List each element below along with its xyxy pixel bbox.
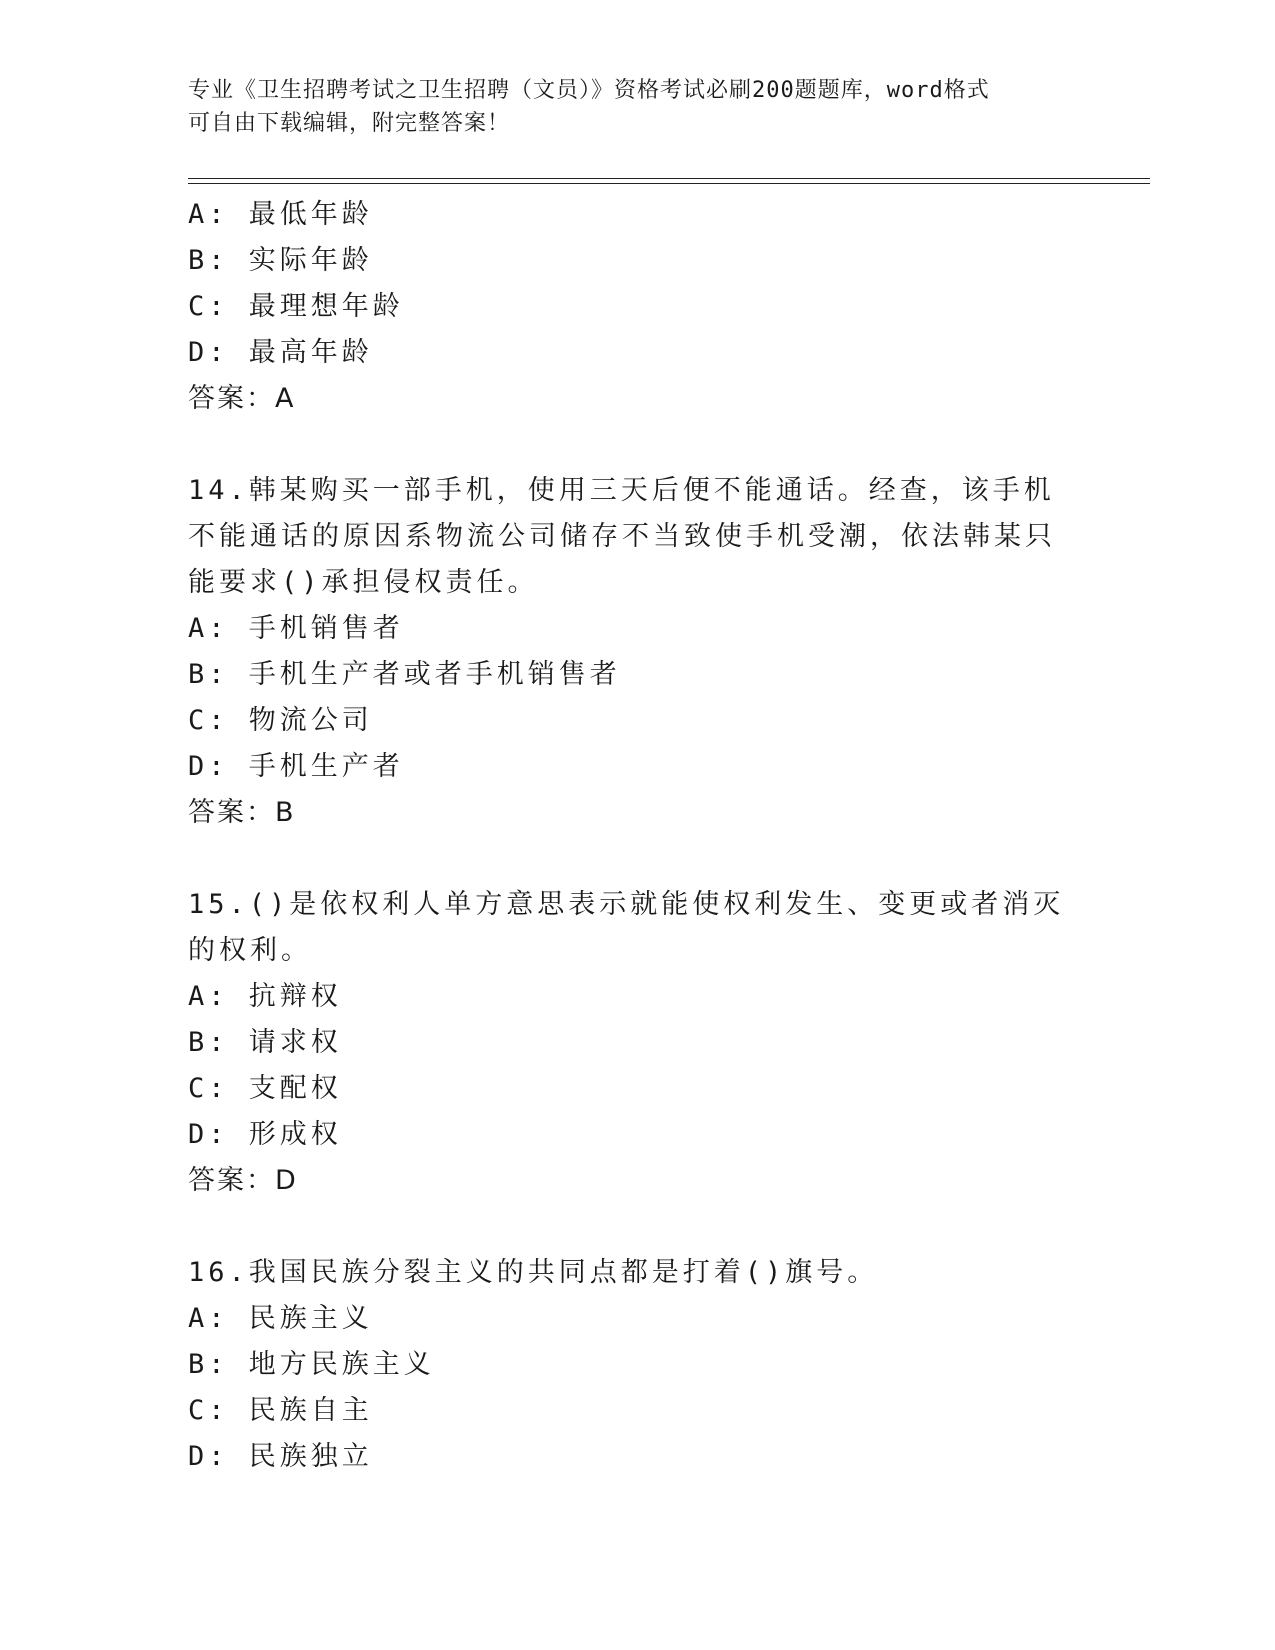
option-d: D: 最高年龄: [188, 337, 373, 368]
spacer: [188, 422, 1088, 468]
question-stem: 14.韩某购买一部手机，使用三天后便不能通话。经查，该手机不能通话的原因系物流公司储存不当致使手机受潮，依法韩某只能要求()承担侵权责任。: [188, 475, 1056, 598]
spacer: [188, 1204, 1088, 1250]
question-14: [188, 468, 1088, 836]
option-c: C: 支配权: [188, 1073, 342, 1104]
option-c: C: 民族自主: [188, 1395, 373, 1426]
option-c: C: 物流公司: [188, 705, 373, 736]
option-a: A: 民族主义: [188, 1303, 373, 1334]
question-15: [188, 882, 1088, 1204]
option-a: A: 抗辩权: [188, 981, 342, 1012]
question-13: [188, 192, 1088, 422]
option-b: B: 请求权: [188, 1027, 342, 1058]
page-header: [188, 74, 1068, 140]
option-d: D: 手机生产者: [188, 751, 404, 782]
option-b: B: 手机生产者或者手机销售者: [188, 659, 621, 690]
answer-line: 答案：D: [188, 1165, 298, 1196]
spacer: [188, 836, 1088, 882]
option-d: D: 形成权: [188, 1119, 342, 1150]
header-divider-top: [188, 178, 1150, 179]
answer-line: 答案：B: [188, 797, 296, 828]
question-stem: 16.我国民族分裂主义的共同点都是打着()旗号。: [188, 1257, 879, 1288]
header-divider-bottom: [188, 183, 1150, 184]
option-d: D: 民族独立: [188, 1441, 373, 1472]
option-a: A: 手机销售者: [188, 613, 404, 644]
header-line-2: 可自由下载编辑，附完整答案！: [188, 111, 511, 136]
option-a: A: 最低年龄: [188, 199, 373, 230]
header-line-1: 专业《卫生招聘考试之卫生招聘（文员）》资格考试必刷200题题库，word格式: [188, 78, 990, 103]
answer-line: 答案：A: [188, 383, 296, 414]
option-b: B: 地方民族主义: [188, 1349, 435, 1380]
question-16: [188, 1250, 1088, 1480]
option-c: C: 最理想年龄: [188, 291, 404, 322]
question-list: [188, 192, 1088, 1480]
option-b: B: 实际年龄: [188, 245, 373, 276]
question-stem: 15.()是依权利人单方意思表示就能使权利发生、变更或者消灭的权利。: [188, 889, 1065, 966]
